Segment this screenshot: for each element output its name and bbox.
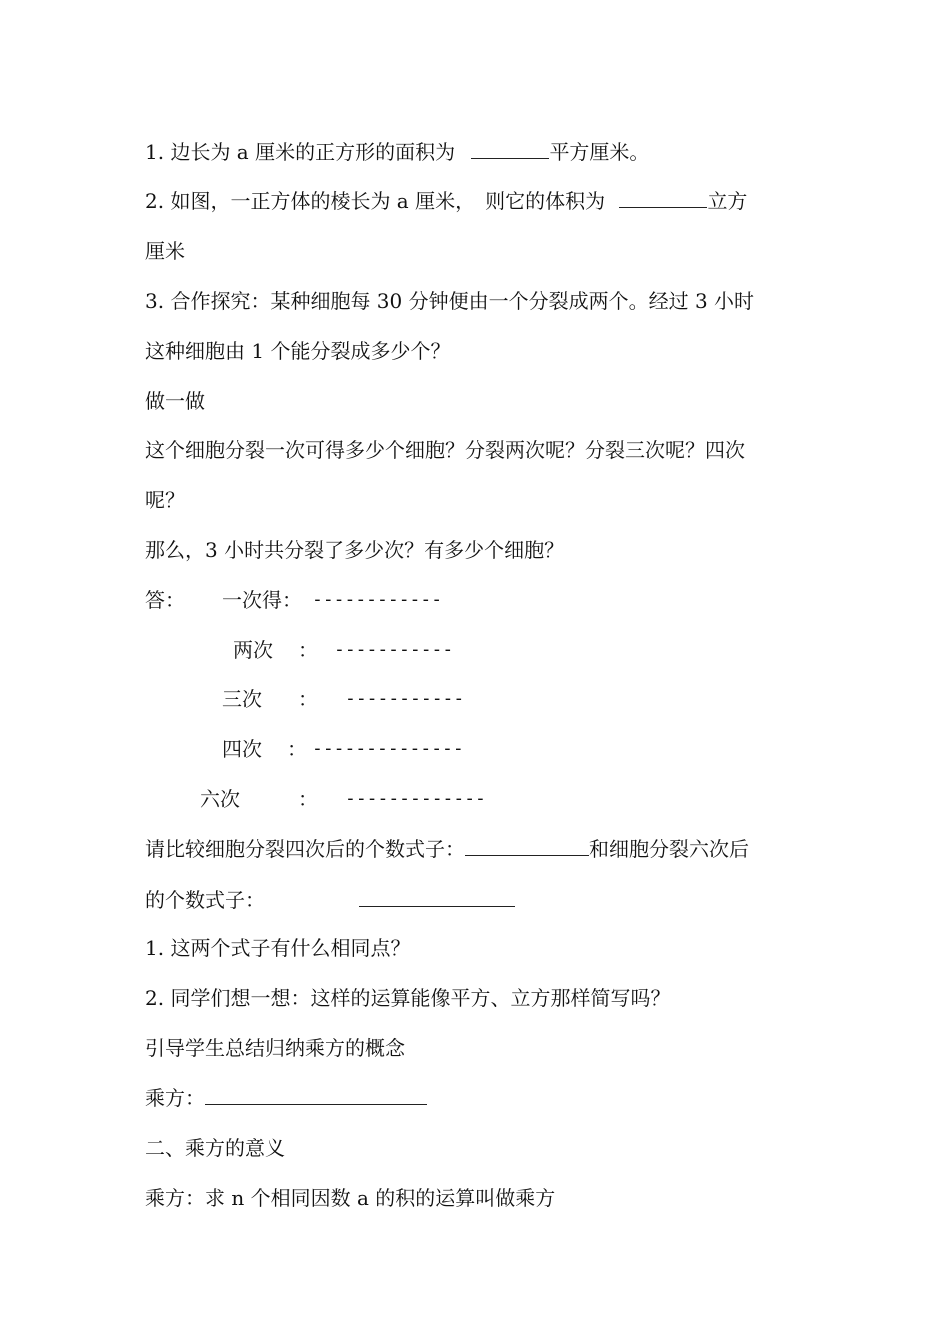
question-2-suffix: 立方 <box>707 189 748 213</box>
activity-question-line-1: 这个细胞分裂一次可得多少个细胞？分裂两次呢？分裂三次呢？四次 <box>145 438 745 462</box>
question-1-text: 1. 边长为 a 厘米的正方形的面积为 <box>145 140 456 164</box>
compare-line-1 <box>145 836 749 862</box>
question-2-text: 2. 如图，一正方体的棱长为 a 厘米， 则它的体积为 <box>145 189 606 213</box>
answer-row-2-label: 两次 <box>233 638 273 662</box>
answer-blank-6-times[interactable] <box>359 886 515 907</box>
answer-row-4-label: 四次 <box>222 737 262 761</box>
compare-line-2 <box>145 886 515 913</box>
answer-row-5-label: 六次 <box>200 787 240 811</box>
question-2-line-2: 厘米 <box>145 239 185 263</box>
power-definition: 乘方：求 n 个相同因数 a 的积的运算叫做乘方 <box>145 1186 556 1210</box>
compare-text-a: 请比较细胞分裂四次后的个数式子： <box>145 837 465 861</box>
answer-row-4-colon: ： <box>287 737 307 761</box>
power-answer-blank[interactable] <box>205 1086 427 1105</box>
sub-question-1: 1. 这两个式子有什么相同点？ <box>145 936 411 960</box>
answer-row-5-colon: ： <box>298 787 318 811</box>
power-label: 乘方： <box>145 1086 205 1110</box>
answer-row-2-colon: ： <box>298 638 318 662</box>
compare-text-b: 和细胞分裂六次后 <box>589 837 749 861</box>
question-3-line-2: 这种细胞由 1 个能分裂成多少个？ <box>145 339 451 363</box>
question-1-suffix: 平方厘米。 <box>549 140 650 164</box>
activity-heading: 做一做 <box>145 389 205 413</box>
section-2-heading: 二、乘方的意义 <box>145 1136 285 1160</box>
answer-row-4-dashes[interactable]: -------------- <box>312 738 464 759</box>
answer-blank-2[interactable] <box>619 189 707 208</box>
answer-row-2-dashes[interactable]: ----------- <box>334 639 454 660</box>
question-3-line-1: 3. 合作探究：某种细胞每 30 分钟便由一个分裂成两个。经过 3 小时 <box>145 289 755 313</box>
activity-question-line-2: 呢？ <box>145 488 185 512</box>
answer-row-5-dashes[interactable]: ------------- <box>345 788 486 809</box>
answer-blank-1[interactable] <box>471 140 549 159</box>
question-1 <box>145 139 649 165</box>
compare-text-c: 的个数式子： <box>145 888 265 912</box>
answer-row-3-dashes[interactable]: ----------- <box>345 688 465 709</box>
answer-row-1-label: 一次得： <box>222 588 302 612</box>
answer-row-3-label: 三次 <box>222 687 262 711</box>
question-2-line-1 <box>145 188 747 214</box>
answer-row-3-colon: ： <box>298 687 318 711</box>
follow-up-question: 那么，3 小时共分裂了多少次？有多少个细胞？ <box>145 538 565 562</box>
guide-text: 引导学生总结归纳乘方的概念 <box>145 1036 405 1060</box>
answer-label: 答： <box>145 588 185 612</box>
answer-blank-4-times[interactable] <box>465 837 589 856</box>
answer-row-1-dashes[interactable]: ------------ <box>312 589 443 610</box>
sub-question-2: 2. 同学们想一想：这样的运算能像平方、立方那样简写吗？ <box>145 986 671 1010</box>
power-definition-line <box>145 1085 427 1111</box>
